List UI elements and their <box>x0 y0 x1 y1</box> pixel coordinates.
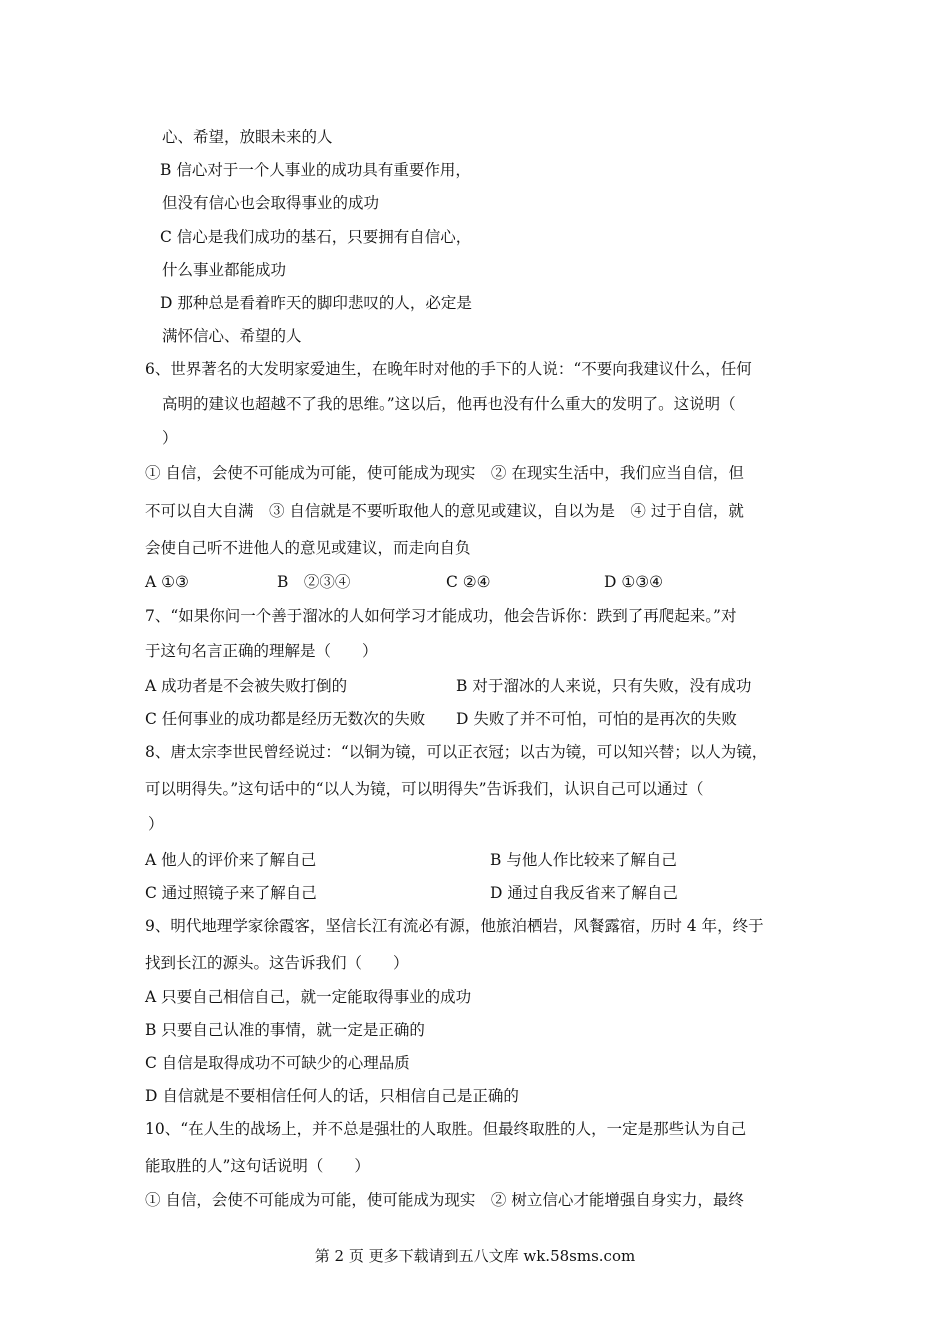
question-8-continued: 可以明得失。”这句话中的“以人为镜，可以明得失”告诉我们，认识自己可以通过（ <box>145 780 704 798</box>
question-10: 10、“在人生的战场上，并不总是强壮的人取胜。但最终取胜的人，一定是那些认为自己 <box>145 1120 747 1138</box>
question-8: 8、唐太宗李世民曾经说过：“以铜为镜，可以正衣冠；以古为镜，可以知兴替；以人为镜， <box>145 743 768 761</box>
question-6-statements-continued: 不可以自大自满 ③ 自信就是不要听取他人的意见或建议，自以为是 ④ 过于自信，就 <box>145 502 744 520</box>
question-10-statements: ① 自信，会使不可能成为可能，使可能成为现实 ② 树立信心才能增强自身实力，最终 <box>145 1191 744 1209</box>
option-c: C 信心是我们成功的基石，只要拥有自信心， <box>160 228 472 246</box>
question-7-option-a: A 成功者是不会被失败打倒的 <box>145 677 348 695</box>
option-d-continued: 满怀信心、希望的人 <box>162 327 302 345</box>
question-9-continued: 找到长江的源头。这告诉我们（ ） <box>145 954 409 972</box>
question-7-continued: 于这句名言正确的理解是（ ） <box>145 642 378 660</box>
question-6-statements: ① 自信，会使不可能成为可能，使可能成为现实 ② 在现实生活中，我们应当自信，但 <box>145 464 744 482</box>
question-8-bracket: ） <box>148 815 164 833</box>
question-7-option-b: B 对于溜冰的人来说，只有失败，没有成功 <box>456 677 752 695</box>
question-9-option-a: A 只要自己相信自己，就一定能取得事业的成功 <box>145 988 472 1006</box>
question-6-continued: 高明的建议也超越不了我的思维。”这以后，他再也没有什么重大的发明了。这说明（ <box>162 395 736 413</box>
option-a-continued: 心、希望，放眼未来的人 <box>162 128 333 146</box>
question-10-continued: 能取胜的人”这句话说明（ ） <box>145 1157 370 1175</box>
question-8-option-d: D 通过自我反省来了解自己 <box>490 884 678 902</box>
question-9-option-b: B 只要自己认准的事情，就一定是正确的 <box>145 1021 425 1039</box>
question-9-option-c: C 自信是取得成功不可缺少的心理品质 <box>145 1054 410 1072</box>
option-d: D 那种总是看着昨天的脚印悲叹的人，必定是 <box>160 294 472 312</box>
option-c-continued: 什么事业都能成功 <box>162 261 287 279</box>
question-6-bracket: ） <box>162 429 178 447</box>
question-8-option-b: B 与他人作比较来了解自己 <box>490 851 677 869</box>
question-6-option-a: A ①③ <box>145 573 189 591</box>
question-9-option-d: D 自信就是不要相信任何人的话，只相信自己是正确的 <box>145 1087 519 1105</box>
question-6-statements-end: 会使自己听不进他人的意见或建议，而走向自负 <box>145 539 471 557</box>
question-8-option-c: C 通过照镜子来了解自己 <box>145 884 317 902</box>
option-b: B 信心对于一个人事业的成功具有重要作用， <box>160 161 471 179</box>
question-6-option-c: C ②④ <box>446 573 491 591</box>
option-b-continued: 但没有信心也会取得事业的成功 <box>162 194 380 212</box>
question-7: 7、“如果你问一个善于溜冰的人如何学习才能成功，他会告诉你：跌到了再爬起来。”对 <box>145 607 737 625</box>
question-6-option-d: D ①③④ <box>604 573 664 591</box>
question-7-option-c: C 任何事业的成功都是经历无数次的失败 <box>145 710 426 728</box>
question-9: 9、明代地理学家徐霞客，坚信长江有流必有源，他旅泊栖岩，风餐露宿，历时 4 年，终于 <box>145 917 764 935</box>
question-6: 6、世界著名的大发明家爱迪生，在晚年时对他的手下的人说：“不要向我建议什么，任何 <box>145 360 752 378</box>
question-7-option-d: D 失败了并不可怕，可怕的是再次的失败 <box>456 710 737 728</box>
page-footer: 第 2 页 更多下载请到五八文库 wk.58sms.com <box>314 1247 636 1265</box>
question-6-option-b: B ②③④ <box>277 573 351 591</box>
question-8-option-a: A 他人的评价来了解自己 <box>145 851 317 869</box>
